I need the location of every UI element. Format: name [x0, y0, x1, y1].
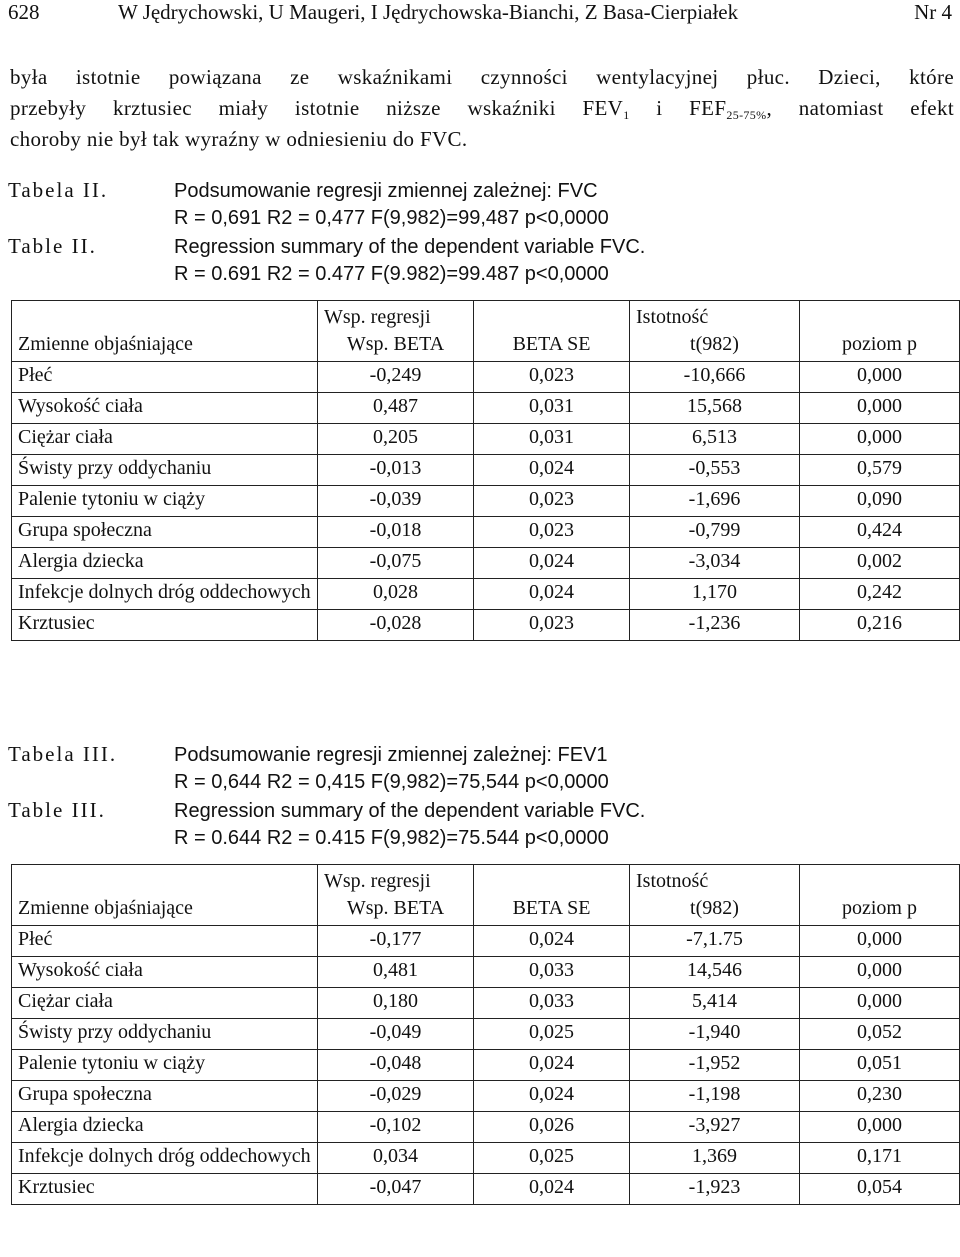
value-cell: 0,031: [474, 424, 630, 455]
variable-name-cell: Płeć: [12, 362, 318, 393]
intro-paragraph: [10, 62, 954, 155]
table2-col-header: BETA SE: [474, 331, 630, 362]
value-cell: 0,034: [318, 1143, 474, 1174]
value-cell: -0,799: [630, 517, 800, 548]
value-cell: 0,481: [318, 957, 474, 988]
table2-stats-pl: R = 0,691 R2 = 0,477 F(9,982)=99,487 p<0,0000: [174, 207, 609, 229]
value-cell: -1,940: [630, 1019, 800, 1050]
page-number: 628: [8, 0, 40, 24]
value-cell: 0,000: [800, 926, 960, 957]
table3-col-header: Wsp. BETA: [318, 895, 474, 926]
value-cell: -0,075: [318, 548, 474, 579]
intro-line-3: choroby nie był tak wyraźny w odniesieniu do FVC.: [10, 127, 468, 151]
value-cell: -0,553: [630, 455, 800, 486]
table-row: [12, 455, 960, 486]
table3-stats-pl: R = 0,644 R2 = 0,415 F(9,982)=75,544 p<0,0000: [174, 771, 609, 793]
table3-caption: [8, 740, 645, 852]
table2-col-header: t(982): [630, 331, 800, 362]
value-cell: 0,171: [800, 1143, 960, 1174]
intro-line-2-part-b: i FEF: [629, 96, 727, 120]
value-cell: 0,024: [474, 548, 630, 579]
value-cell: -1,696: [630, 486, 800, 517]
value-cell: 0,051: [800, 1050, 960, 1081]
table2-group-regression: Wsp. regresji: [318, 301, 474, 332]
table-row: [12, 517, 960, 548]
value-cell: 1,369: [630, 1143, 800, 1174]
fef-subscript: 25-75%: [726, 108, 767, 122]
value-cell: 0,024: [474, 1174, 630, 1205]
value-cell: 0,023: [474, 362, 630, 393]
value-cell: 0,023: [474, 610, 630, 641]
value-cell: -0,013: [318, 455, 474, 486]
value-cell: 0,031: [474, 393, 630, 424]
table3-title-en: Regression summary of the dependent variable FVC.: [174, 800, 646, 822]
value-cell: -10,666: [630, 362, 800, 393]
table3: [11, 864, 960, 1205]
table2-caption: [8, 176, 645, 288]
variable-name-cell: Infekcje dolnych dróg oddechowych: [12, 579, 318, 610]
table-row: [12, 1143, 960, 1174]
value-cell: 0,023: [474, 486, 630, 517]
table2-title-en: Regression summary of the dependent variable FVC.: [174, 236, 646, 258]
intro-line-2-part-a: przebyły krztusiec miały istotnie niższe wskaźniki FEV: [10, 96, 624, 120]
table3-col-header: Zmienne objaśniające: [12, 895, 318, 926]
value-cell: 0,024: [474, 1050, 630, 1081]
value-cell: 0,025: [474, 1143, 630, 1174]
table2-col-header: Wsp. BETA: [318, 331, 474, 362]
variable-name-cell: Wysokość ciała: [12, 957, 318, 988]
variable-name-cell: Świsty przy oddychaniu: [12, 1019, 318, 1050]
value-cell: 0,026: [474, 1112, 630, 1143]
value-cell: 0,033: [474, 988, 630, 1019]
value-cell: -7,1.75: [630, 926, 800, 957]
value-cell: 0,002: [800, 548, 960, 579]
table3-group-significance: Istotność: [630, 865, 800, 896]
variable-name-cell: Infekcje dolnych dróg oddechowych: [12, 1143, 318, 1174]
value-cell: -0,047: [318, 1174, 474, 1205]
variable-name-cell: Ciężar ciała: [12, 988, 318, 1019]
table2-label-pl: Tabela II.: [8, 178, 109, 202]
table-row: [12, 988, 960, 1019]
table3-label-pl: Tabela III.: [8, 742, 118, 766]
running-header: [8, 0, 952, 26]
table2-col-header: poziom p: [800, 331, 960, 362]
value-cell: 0,054: [800, 1174, 960, 1205]
intro-line-2: [10, 93, 954, 124]
value-cell: -3,927: [630, 1112, 800, 1143]
table3-group-regression: Wsp. regresji: [318, 865, 474, 896]
value-cell: -0,028: [318, 610, 474, 641]
value-cell: 0,216: [800, 610, 960, 641]
value-cell: -1,236: [630, 610, 800, 641]
value-cell: -0,039: [318, 486, 474, 517]
value-cell: 0,024: [474, 579, 630, 610]
variable-name-cell: Grupa społeczna: [12, 1081, 318, 1112]
variable-name-cell: Alergia dziecka: [12, 1112, 318, 1143]
table-row: [12, 1174, 960, 1205]
value-cell: 0,000: [800, 393, 960, 424]
variable-name-cell: Wysokość ciała: [12, 393, 318, 424]
value-cell: -0,249: [318, 362, 474, 393]
table2-body: [12, 362, 960, 641]
value-cell: -3,034: [630, 548, 800, 579]
variable-name-cell: Grupa społeczna: [12, 517, 318, 548]
variable-name-cell: Palenie tytoniu w ciąży: [12, 1050, 318, 1081]
table3-col-header: BETA SE: [474, 895, 630, 926]
value-cell: 0,424: [800, 517, 960, 548]
value-cell: 0,052: [800, 1019, 960, 1050]
table-row: [12, 957, 960, 988]
value-cell: 0,028: [318, 579, 474, 610]
value-cell: 0,090: [800, 486, 960, 517]
value-cell: 0,033: [474, 957, 630, 988]
table-row: [12, 486, 960, 517]
value-cell: 0,025: [474, 1019, 630, 1050]
value-cell: -1,198: [630, 1081, 800, 1112]
value-cell: -0,048: [318, 1050, 474, 1081]
table3-header-row: [12, 895, 960, 926]
value-cell: -0,102: [318, 1112, 474, 1143]
variable-name-cell: Krztusiec: [12, 610, 318, 641]
variable-name-cell: Świsty przy oddychaniu: [12, 455, 318, 486]
variable-name-cell: Ciężar ciała: [12, 424, 318, 455]
table3-body: [12, 926, 960, 1205]
value-cell: -1,923: [630, 1174, 800, 1205]
table2-group-significance: Istotność: [630, 301, 800, 332]
table-row: [12, 1050, 960, 1081]
issue-number: Nr 4: [914, 0, 952, 24]
table-row: [12, 1019, 960, 1050]
table-row: [12, 610, 960, 641]
value-cell: 0,242: [800, 579, 960, 610]
value-cell: 0,180: [318, 988, 474, 1019]
value-cell: 0,023: [474, 517, 630, 548]
table-row: [12, 1112, 960, 1143]
value-cell: 0,000: [800, 362, 960, 393]
value-cell: 0,000: [800, 988, 960, 1019]
table2-title-pl: Podsumowanie regresji zmiennej zależnej: FVC: [174, 180, 598, 202]
table-row: [12, 926, 960, 957]
value-cell: -0,177: [318, 926, 474, 957]
value-cell: 0,024: [474, 926, 630, 957]
table-row: [12, 548, 960, 579]
value-cell: 5,414: [630, 988, 800, 1019]
table3-stats-en: R = 0.644 R2 = 0.415 F(9,982)=75.544 p<0,0000: [174, 827, 609, 849]
variable-name-cell: Palenie tytoniu w ciąży: [12, 486, 318, 517]
table2-stats-en: R = 0.691 R2 = 0.477 F(9.982)=99.487 p<0,0000: [174, 263, 609, 285]
value-cell: -0,018: [318, 517, 474, 548]
value-cell: -0,049: [318, 1019, 474, 1050]
value-cell: 0,024: [474, 1081, 630, 1112]
variable-name-cell: Płeć: [12, 926, 318, 957]
value-cell: 0,000: [800, 957, 960, 988]
table2-label-en: Table II.: [8, 234, 97, 258]
running-authors: W Jędrychowski, U Maugeri, I Jędrychowska-Bianchi, Z Basa-Cierpiałek: [118, 0, 739, 24]
table-row: [12, 362, 960, 393]
fev-subscript: 1: [623, 108, 630, 122]
table3-title-pl: Podsumowanie regresji zmiennej zależnej: FEV1: [174, 744, 608, 766]
variable-name-cell: Krztusiec: [12, 1174, 318, 1205]
value-cell: -1,952: [630, 1050, 800, 1081]
intro-line-1: była istotnie powiązana ze wskaźnikami czynności wentylacyjnej płuc. Dzieci, które: [10, 65, 954, 89]
table3-col-header: poziom p: [800, 895, 960, 926]
table2-col-header: Zmienne objaśniające: [12, 331, 318, 362]
value-cell: 14,546: [630, 957, 800, 988]
value-cell: 0,487: [318, 393, 474, 424]
value-cell: 0,000: [800, 424, 960, 455]
intro-line-2-part-c: , natomiast efekt: [766, 96, 954, 120]
value-cell: 1,170: [630, 579, 800, 610]
table3-col-header: t(982): [630, 895, 800, 926]
value-cell: 15,568: [630, 393, 800, 424]
table2: [11, 300, 960, 641]
value-cell: 0,230: [800, 1081, 960, 1112]
value-cell: 0,024: [474, 455, 630, 486]
table-row: [12, 393, 960, 424]
value-cell: 6,513: [630, 424, 800, 455]
table-row: [12, 424, 960, 455]
table-row: [12, 579, 960, 610]
value-cell: 0,000: [800, 1112, 960, 1143]
table3-label-en: Table III.: [8, 798, 106, 822]
value-cell: 0,205: [318, 424, 474, 455]
variable-name-cell: Alergia dziecka: [12, 548, 318, 579]
table-row: [12, 1081, 960, 1112]
value-cell: -0,029: [318, 1081, 474, 1112]
value-cell: 0,579: [800, 455, 960, 486]
table2-header-row: [12, 331, 960, 362]
